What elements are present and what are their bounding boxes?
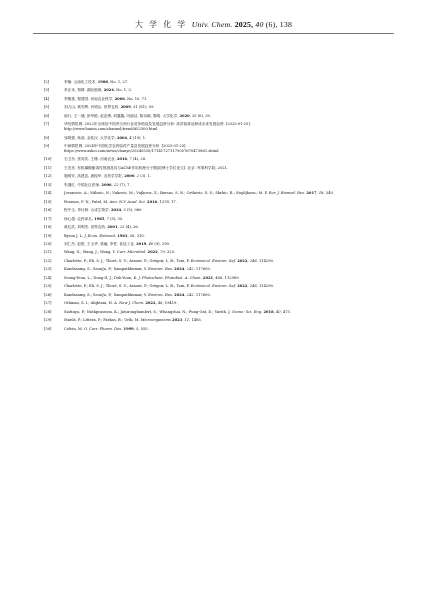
reference-url[interactable]: https://www.askci.com/news/chanye/20240530/171417271179057670473861.shtml (64, 148, 219, 153)
reference-item: [11] 王亮亮. 有机磷酸酯毒性预测及其与AChE作用机理分子模拟[博士学位论文]. 北京: 军事科学院, 2021. (44, 165, 229, 170)
journal-volume: 40 (255, 20, 264, 29)
reference-number: [26] (44, 292, 52, 297)
page-number: 138 (279, 20, 293, 29)
reference-item: [22] Charlotte, P.; Eh, S. J.; Thoré, S. V.; Arnout, P.; Grégoir, L. B.; Tom, P. Ecotoxicol. Environ. Saf. 2022, 248, 114290. (44, 258, 275, 263)
reference-number: [14] (44, 191, 52, 196)
reference-item: [7] 华经情报网. 2022年全球及中国杀虫剂行业竞争格局及发展趋势分析: 高效低毒品种成未来发展趋势. [2025-01-25]. http://www.huaon.com/channel/trend/852500.html (44, 122, 394, 132)
reference-number: [23] (44, 267, 52, 272)
journal-name-en: Univ. Chem. (191, 20, 233, 29)
reference-item: [24] Seong-Yeon, L.; Dong-Il, J.; Doh-Yoon, K. J. Photochem. Photobiol. A: Chem. 2021, 406, 112989. (44, 275, 240, 280)
reference-item: [16] 程中玉, 李付林. 合成生物学, 2024, 5 (5), 960. (44, 208, 143, 213)
reference-number: [13] (44, 182, 52, 187)
reference-item: [29] Matúš, P.; Littera, P.; Farkas, B.; Urík, M. Microorganisms 2023, 11, 1485. (44, 318, 202, 323)
reference-item: [21] Wang, X.; Wang, J.; Wang, Y. Curr. Microbiol. 2022, 79, 325. (44, 250, 176, 255)
reference-item: [30] Colvin, M. O. Curr. Pharm. Des. 1999, 5, 555. (44, 326, 149, 331)
journal-issue: (6), (265, 20, 278, 29)
reference-item: [28] Siattaya, P.; Nutkpraseom, K.; Jaturonghumlert, S.; Whangchai, N.; Pung-Oat, D.; Varith, J. Ozone: Sci. Eng. 2018, 40, 475. (44, 309, 292, 314)
reference-item: [3] 李正禾, 郑晴. 湖北植保, 2024, No. 1, 3. (44, 88, 132, 93)
reference-number: [18] (44, 225, 52, 230)
reference-item: [4] 李敬莲, 程建国. 河南农业科学, 2006, No. 10, 71. (44, 96, 148, 101)
header-rule (33, 33, 394, 34)
reference-number: [28] (44, 309, 52, 314)
reference-number: [6] (44, 113, 50, 118)
reference-item: [19] Byron J. L. J. Econ. Entomol. 1963, 56, 310. (44, 233, 145, 238)
reference-number: [12] (44, 174, 52, 179)
reference-number: [5] (44, 105, 50, 110)
reference-number: [9] (44, 144, 50, 149)
reference-item: [8] 邹明强, 杨蕊, 金钦汉. 大学化学, 2004, 4 (19), 1. (44, 135, 147, 140)
reference-item: [27] Othman, S. I.; Alqhtani, H. A. New J. Chem. 2022, 46, 19419. (44, 301, 178, 306)
reference-item: [5] 刘占山, 黄安辉, 肖明山. 世界农药, 2009, 31 (S1), 59. (44, 105, 155, 110)
running-header (0, 19, 427, 30)
reference-item: [13] 朱继红. 中国社区医师, 2006, 22 (7), 7. (44, 182, 131, 187)
reference-item: [18] 黄红武, 刘利杰. 世界农药, 2001, 23 (4), 26. (44, 225, 139, 230)
reference-item: [2] 李楠. 云南化工技术, 1988, No. 1, 27. (44, 80, 129, 84)
reference-item: [26] Kandasamy, S.; SeonJu, P.; Sampathkumar, V. Environ. Res. 2024, 242, 117600. (44, 292, 211, 297)
reference-number: [7] (44, 122, 50, 127)
reference-number: [15] (44, 199, 52, 204)
reference-item: [12] 施明安, 高建忠, 唐振华. 农药学学报, 2000, 2 (3), 1. (44, 174, 152, 179)
reference-number: [29] (44, 318, 52, 323)
reference-number: [30] (44, 326, 52, 331)
reference-item: [20] 刘仁杰, 赵悦, 王玉华, 梁瀚, 李哲. 食品工业, 2019, 40 (9), 299. (44, 241, 170, 246)
reference-item: [14] Jovanovic, A.; Milosic, N.; Vukovic, M.; Vujkovic, Z.; Bursac, S. N.; Cetkovic, S. S.; Skrbic, R.; Stojiljkovic, M. P. Eur. J. Biomed. Res. 2017, 18, 349. (44, 191, 334, 196)
reference-number: [27] (44, 301, 52, 306)
reference-number: [22] (44, 258, 52, 263)
reference-number: [8] (44, 135, 50, 140)
reference-item: [17] 徐心超. 农药译丛, 1985, 7 (5), 35. (44, 216, 124, 221)
reference-number: [3] (44, 88, 50, 93)
reference-url[interactable]: http://www.huaon.com/channel/trend/852500.html (64, 127, 158, 132)
reference-item: [10] 石卫东, 张同庆, 王瑾. 河南农业, 2016, 7 (4), 28. (44, 157, 147, 162)
journal-name-cn: 大 学 化 学 (134, 20, 188, 29)
reference-item: [25] Charlotte, P.; Eh, S. J.; Thoré, S. V.; Arnout, P.; Grégoir, L. B.; Tom, P. Ecotoxicol. Environ. Saf. 2022, 248, 114290. (44, 284, 275, 289)
reference-number: [19] (44, 233, 52, 238)
reference-number: [10] (44, 157, 52, 162)
reference-number: [17] (44, 216, 52, 221)
reference-number: [24] (44, 275, 52, 280)
journal-year: 2025, (234, 20, 254, 29)
reference-number: [25] (44, 284, 52, 289)
reference-number: [11] (44, 165, 52, 170)
reference-number: [21] (44, 250, 52, 255)
reference-number: [4] (44, 96, 50, 101)
reference-item: [23] Kandasamy, S.; SeonJu, P.; Sampathkumar, V. Environ. Res. 2024, 242, 117600. (44, 267, 211, 272)
reference-number: [16] (44, 208, 52, 213)
reference-number: [20] (44, 241, 52, 246)
reference-list (44, 80, 394, 335)
reference-item: [9] 中商情报网. 2024年中国化学农药原药产量及发展趋势分析. [2025-01-25]. https://www.askci.com/news/chanye/20240530/171417271179057670473861.shtml (44, 144, 394, 154)
reference-number: [2] (44, 80, 50, 84)
reference-item: [6] 那行, 王一涵, 彭华艳, 赵忠博, 刘鑫鑫, 闫丽洁, 陈诗颖, 黎明. 大学化学, 2020, 35 (6), 39. (44, 113, 212, 118)
reference-item: [15] Pearson, F. N.; Patel, M. Ann. N.Y. Acad. Sci. 2016, 1378, 17. (44, 199, 177, 204)
